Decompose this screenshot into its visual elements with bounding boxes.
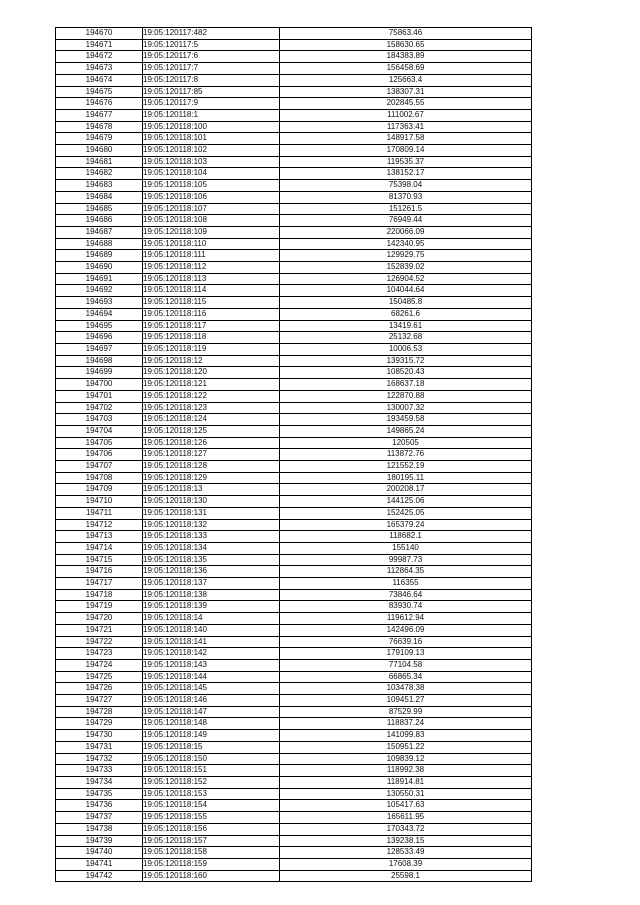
value-cell: 122870.88 [280, 390, 532, 402]
table-row [56, 671, 532, 683]
value-cell: 139238.15 [280, 835, 532, 847]
row-id-cell: 194682 [56, 168, 143, 180]
cadastral-number-cell: 19:05:120118:145 [143, 683, 280, 695]
table-row [56, 28, 532, 40]
table-row [56, 215, 532, 227]
row-id-cell: 194704 [56, 425, 143, 437]
cadastral-number-cell: 19:05:120118:149 [143, 730, 280, 742]
table-row [56, 683, 532, 695]
value-cell: 152839.02 [280, 262, 532, 274]
value-cell: 25598.1 [280, 870, 532, 882]
row-id-cell: 194694 [56, 308, 143, 320]
table-row [56, 332, 532, 344]
value-cell: 118992.38 [280, 765, 532, 777]
cadastral-number-cell: 19:05:120118:147 [143, 706, 280, 718]
table-row [56, 437, 532, 449]
row-id-cell: 194717 [56, 578, 143, 590]
value-cell: 139315.72 [280, 355, 532, 367]
cadastral-number-cell: 19:05:120118:133 [143, 531, 280, 543]
value-cell: 111002.67 [280, 109, 532, 121]
table-row [56, 601, 532, 613]
row-id-cell: 194673 [56, 63, 143, 75]
value-cell: 165611.95 [280, 812, 532, 824]
row-id-cell: 194710 [56, 496, 143, 508]
cadastral-number-cell: 19:05:120117:5 [143, 39, 280, 51]
cadastral-number-cell: 19:05:120118:144 [143, 671, 280, 683]
cadastral-number-cell: 19:05:120118:1 [143, 109, 280, 121]
row-id-cell: 194685 [56, 203, 143, 215]
row-id-cell: 194728 [56, 706, 143, 718]
row-id-cell: 194678 [56, 121, 143, 133]
row-id-cell: 194716 [56, 566, 143, 578]
table-row [56, 613, 532, 625]
table-row [56, 133, 532, 145]
value-cell: 117363.41 [280, 121, 532, 133]
cadastral-number-cell: 19:05:120118:107 [143, 203, 280, 215]
table-row [56, 390, 532, 402]
row-id-cell: 194696 [56, 332, 143, 344]
cadastral-number-cell: 19:05:120118:126 [143, 437, 280, 449]
row-id-cell: 194698 [56, 355, 143, 367]
value-cell: 220066.09 [280, 226, 532, 238]
cadastral-number-cell: 19:05:120118:113 [143, 273, 280, 285]
row-id-cell: 194721 [56, 624, 143, 636]
row-id-cell: 194738 [56, 823, 143, 835]
cadastral-number-cell: 19:05:120118:120 [143, 367, 280, 379]
cadastral-number-cell: 19:05:120118:128 [143, 461, 280, 473]
row-id-cell: 194730 [56, 730, 143, 742]
value-cell: 142496.09 [280, 624, 532, 636]
value-cell: 120505 [280, 437, 532, 449]
table-row [56, 870, 532, 882]
cadastral-number-cell: 19:05:120118:14 [143, 613, 280, 625]
table-row [56, 379, 532, 391]
row-id-cell: 194741 [56, 858, 143, 870]
cadastral-number-cell: 19:05:120117:7 [143, 63, 280, 75]
value-cell: 150485.8 [280, 297, 532, 309]
value-cell: 156458.69 [280, 63, 532, 75]
table-row [56, 180, 532, 192]
row-id-cell: 194706 [56, 449, 143, 461]
table-row [56, 250, 532, 262]
row-id-cell: 194720 [56, 613, 143, 625]
cadastral-number-cell: 19:05:120118:158 [143, 847, 280, 859]
value-cell: 103478.38 [280, 683, 532, 695]
table-row [56, 121, 532, 133]
table-row [56, 765, 532, 777]
value-cell: 138152.17 [280, 168, 532, 180]
cadastral-number-cell: 19:05:120118:105 [143, 180, 280, 192]
row-id-cell: 194736 [56, 800, 143, 812]
table-row [56, 449, 532, 461]
row-id-cell: 194714 [56, 542, 143, 554]
value-cell: 148917.58 [280, 133, 532, 145]
value-cell: 68261.6 [280, 308, 532, 320]
row-id-cell: 194709 [56, 484, 143, 496]
table-row [56, 63, 532, 75]
data-table [55, 27, 532, 882]
row-id-cell: 194670 [56, 28, 143, 40]
table-row [56, 484, 532, 496]
table-row [56, 367, 532, 379]
value-cell: 179109.13 [280, 648, 532, 660]
table-row [56, 402, 532, 414]
table-row [56, 812, 532, 824]
table-row [56, 308, 532, 320]
cadastral-number-cell: 19:05:120118:115 [143, 297, 280, 309]
value-cell: 118914.81 [280, 777, 532, 789]
row-id-cell: 194671 [56, 39, 143, 51]
cadastral-number-cell: 19:05:120117:85 [143, 86, 280, 98]
cadastral-number-cell: 19:05:120118:159 [143, 858, 280, 870]
row-id-cell: 194705 [56, 437, 143, 449]
row-id-cell: 194701 [56, 390, 143, 402]
row-id-cell: 194692 [56, 285, 143, 297]
table-row [56, 414, 532, 426]
table-row [56, 753, 532, 765]
row-id-cell: 194679 [56, 133, 143, 145]
row-id-cell: 194732 [56, 753, 143, 765]
table-row [56, 566, 532, 578]
row-id-cell: 194742 [56, 870, 143, 882]
cadastral-number-cell: 19:05:120118:136 [143, 566, 280, 578]
row-id-cell: 194731 [56, 741, 143, 753]
cadastral-number-cell: 19:05:120118:155 [143, 812, 280, 824]
table-row [56, 472, 532, 484]
value-cell: 142340.95 [280, 238, 532, 250]
value-cell: 158630.65 [280, 39, 532, 51]
cadastral-number-cell: 19:05:120118:141 [143, 636, 280, 648]
value-cell: 138307.31 [280, 86, 532, 98]
cadastral-number-cell: 19:05:120118:152 [143, 777, 280, 789]
value-cell: 118837.24 [280, 718, 532, 730]
value-cell: 76639.16 [280, 636, 532, 648]
table-row [56, 51, 532, 63]
row-id-cell: 194735 [56, 788, 143, 800]
cadastral-number-cell: 19:05:120118:157 [143, 835, 280, 847]
value-cell: 168637.18 [280, 379, 532, 391]
cadastral-number-cell: 19:05:120118:15 [143, 741, 280, 753]
cadastral-number-cell: 19:05:120117:9 [143, 98, 280, 110]
table-body [56, 28, 532, 882]
table-row [56, 531, 532, 543]
cadastral-number-cell: 19:05:120118:122 [143, 390, 280, 402]
table-row [56, 659, 532, 671]
value-cell: 73846.64 [280, 589, 532, 601]
row-id-cell: 194674 [56, 74, 143, 86]
cadastral-number-cell: 19:05:120118:101 [143, 133, 280, 145]
value-cell: 155140 [280, 542, 532, 554]
cadastral-number-cell: 19:05:120118:123 [143, 402, 280, 414]
table-row [56, 496, 532, 508]
cadastral-number-cell: 19:05:120118:142 [143, 648, 280, 660]
value-cell: 75863.46 [280, 28, 532, 40]
table-row [56, 461, 532, 473]
cadastral-number-cell: 19:05:120118:116 [143, 308, 280, 320]
cadastral-number-cell: 19:05:120118:111 [143, 250, 280, 262]
table-row [56, 519, 532, 531]
table-row [56, 425, 532, 437]
row-id-cell: 194675 [56, 86, 143, 98]
row-id-cell: 194691 [56, 273, 143, 285]
table-row [56, 706, 532, 718]
row-id-cell: 194733 [56, 765, 143, 777]
row-id-cell: 194693 [56, 297, 143, 309]
value-cell: 200208.17 [280, 484, 532, 496]
cadastral-number-cell: 19:05:120118:106 [143, 191, 280, 203]
cadastral-number-cell: 19:05:120118:121 [143, 379, 280, 391]
row-id-cell: 194687 [56, 226, 143, 238]
value-cell: 144125.06 [280, 496, 532, 508]
value-cell: 104044.64 [280, 285, 532, 297]
cadastral-number-cell: 19:05:120118:160 [143, 870, 280, 882]
cadastral-number-cell: 19:05:120118:131 [143, 507, 280, 519]
value-cell: 170809.14 [280, 145, 532, 157]
value-cell: 87529.99 [280, 706, 532, 718]
row-id-cell: 194684 [56, 191, 143, 203]
cadastral-number-cell: 19:05:120118:104 [143, 168, 280, 180]
table-row [56, 168, 532, 180]
cadastral-number-cell: 19:05:120118:143 [143, 659, 280, 671]
row-id-cell: 194683 [56, 180, 143, 192]
table-row [56, 800, 532, 812]
row-id-cell: 194677 [56, 109, 143, 121]
row-id-cell: 194740 [56, 847, 143, 859]
row-id-cell: 194697 [56, 343, 143, 355]
cadastral-number-cell: 19:05:120118:114 [143, 285, 280, 297]
value-cell: 109839.12 [280, 753, 532, 765]
value-cell: 76949.44 [280, 215, 532, 227]
value-cell: 17608.39 [280, 858, 532, 870]
row-id-cell: 194686 [56, 215, 143, 227]
value-cell: 180195.11 [280, 472, 532, 484]
value-cell: 130550.31 [280, 788, 532, 800]
table-row [56, 74, 532, 86]
row-id-cell: 194722 [56, 636, 143, 648]
cadastral-number-cell: 19:05:120117:482 [143, 28, 280, 40]
value-cell: 149865.24 [280, 425, 532, 437]
value-cell: 116355 [280, 578, 532, 590]
value-cell: 130007.32 [280, 402, 532, 414]
cadastral-number-cell: 19:05:120118:124 [143, 414, 280, 426]
value-cell: 25132.68 [280, 332, 532, 344]
cadastral-number-cell: 19:05:120118:154 [143, 800, 280, 812]
table-row [56, 835, 532, 847]
value-cell: 105417.63 [280, 800, 532, 812]
table-row [56, 262, 532, 274]
cadastral-number-cell: 19:05:120118:117 [143, 320, 280, 332]
cadastral-number-cell: 19:05:120118:134 [143, 542, 280, 554]
cadastral-number-cell: 19:05:120118:138 [143, 589, 280, 601]
value-cell: 66865.34 [280, 671, 532, 683]
value-cell: 113872.76 [280, 449, 532, 461]
row-id-cell: 194700 [56, 379, 143, 391]
value-cell: 83930.74 [280, 601, 532, 613]
table-row [56, 741, 532, 753]
table-row [56, 156, 532, 168]
value-cell: 121552.19 [280, 461, 532, 473]
table-row [56, 624, 532, 636]
row-id-cell: 194737 [56, 812, 143, 824]
cadastral-number-cell: 19:05:120118:102 [143, 145, 280, 157]
table-row [56, 507, 532, 519]
cadastral-number-cell: 19:05:120117:6 [143, 51, 280, 63]
value-cell: 170343.72 [280, 823, 532, 835]
value-cell: 165379.24 [280, 519, 532, 531]
cadastral-number-cell: 19:05:120118:140 [143, 624, 280, 636]
table-row [56, 320, 532, 332]
value-cell: 129929.75 [280, 250, 532, 262]
row-id-cell: 194672 [56, 51, 143, 63]
value-cell: 109451.27 [280, 695, 532, 707]
cadastral-number-cell: 19:05:120118:12 [143, 355, 280, 367]
value-cell: 118682.1 [280, 531, 532, 543]
row-id-cell: 194708 [56, 472, 143, 484]
value-cell: 150951.22 [280, 741, 532, 753]
cadastral-number-cell: 19:05:120118:129 [143, 472, 280, 484]
row-id-cell: 194715 [56, 554, 143, 566]
value-cell: 77104.58 [280, 659, 532, 671]
value-cell: 202845.55 [280, 98, 532, 110]
table-row [56, 554, 532, 566]
cadastral-number-cell: 19:05:120118:148 [143, 718, 280, 730]
cadastral-number-cell: 19:05:120118:127 [143, 449, 280, 461]
table-row [56, 730, 532, 742]
row-id-cell: 194690 [56, 262, 143, 274]
table-row [56, 636, 532, 648]
table-row [56, 238, 532, 250]
value-cell: 152425.05 [280, 507, 532, 519]
table-row [56, 191, 532, 203]
cadastral-number-cell: 19:05:120118:151 [143, 765, 280, 777]
value-cell: 193459.58 [280, 414, 532, 426]
table-row [56, 847, 532, 859]
cadastral-number-cell: 19:05:120118:146 [143, 695, 280, 707]
cadastral-number-cell: 19:05:120118:109 [143, 226, 280, 238]
table-row [56, 695, 532, 707]
cadastral-number-cell: 19:05:120118:125 [143, 425, 280, 437]
table-row [56, 39, 532, 51]
row-id-cell: 194681 [56, 156, 143, 168]
cadastral-number-cell: 19:05:120118:130 [143, 496, 280, 508]
row-id-cell: 194695 [56, 320, 143, 332]
cadastral-number-cell: 19:05:120118:110 [143, 238, 280, 250]
value-cell: 151261.5 [280, 203, 532, 215]
row-id-cell: 194702 [56, 402, 143, 414]
table-row [56, 343, 532, 355]
cadastral-number-cell: 19:05:120118:132 [143, 519, 280, 531]
row-id-cell: 194723 [56, 648, 143, 660]
table-row [56, 226, 532, 238]
cadastral-number-cell: 19:05:120118:156 [143, 823, 280, 835]
table-row [56, 648, 532, 660]
table-row [56, 542, 532, 554]
value-cell: 81370.93 [280, 191, 532, 203]
cadastral-number-cell: 19:05:120117:8 [143, 74, 280, 86]
cadastral-number-cell: 19:05:120118:137 [143, 578, 280, 590]
row-id-cell: 194719 [56, 601, 143, 613]
table-row [56, 858, 532, 870]
value-cell: 108520.43 [280, 367, 532, 379]
row-id-cell: 194739 [56, 835, 143, 847]
row-id-cell: 194724 [56, 659, 143, 671]
value-cell: 184383.89 [280, 51, 532, 63]
value-cell: 119535.37 [280, 156, 532, 168]
value-cell: 126904.52 [280, 273, 532, 285]
row-id-cell: 194707 [56, 461, 143, 473]
row-id-cell: 194711 [56, 507, 143, 519]
row-id-cell: 194699 [56, 367, 143, 379]
table-row [56, 203, 532, 215]
row-id-cell: 194703 [56, 414, 143, 426]
value-cell: 99987.73 [280, 554, 532, 566]
value-cell: 141099.83 [280, 730, 532, 742]
table-row [56, 145, 532, 157]
table-row [56, 285, 532, 297]
cadastral-number-cell: 19:05:120118:135 [143, 554, 280, 566]
row-id-cell: 194734 [56, 777, 143, 789]
cadastral-number-cell: 19:05:120118:13 [143, 484, 280, 496]
table-row [56, 777, 532, 789]
table-row [56, 578, 532, 590]
table-row [56, 788, 532, 800]
cadastral-number-cell: 19:05:120118:100 [143, 121, 280, 133]
cadastral-number-cell: 19:05:120118:150 [143, 753, 280, 765]
table-row [56, 273, 532, 285]
table-row [56, 718, 532, 730]
cadastral-number-cell: 19:05:120118:108 [143, 215, 280, 227]
row-id-cell: 194680 [56, 145, 143, 157]
row-id-cell: 194718 [56, 589, 143, 601]
row-id-cell: 194725 [56, 671, 143, 683]
table-row [56, 589, 532, 601]
value-cell: 13419.61 [280, 320, 532, 332]
value-cell: 128533.49 [280, 847, 532, 859]
cadastral-number-cell: 19:05:120118:153 [143, 788, 280, 800]
value-cell: 75398.04 [280, 180, 532, 192]
row-id-cell: 194726 [56, 683, 143, 695]
value-cell: 119612.94 [280, 613, 532, 625]
table-row [56, 355, 532, 367]
table-row [56, 86, 532, 98]
value-cell: 125663.4 [280, 74, 532, 86]
table-row [56, 98, 532, 110]
cadastral-number-cell: 19:05:120118:112 [143, 262, 280, 274]
row-id-cell: 194712 [56, 519, 143, 531]
table-row [56, 109, 532, 121]
cadastral-number-cell: 19:05:120118:118 [143, 332, 280, 344]
table-row [56, 297, 532, 309]
cadastral-number-cell: 19:05:120118:139 [143, 601, 280, 613]
value-cell: 112864.35 [280, 566, 532, 578]
cadastral-number-cell: 19:05:120118:103 [143, 156, 280, 168]
value-cell: 10006.53 [280, 343, 532, 355]
table-row [56, 823, 532, 835]
row-id-cell: 194713 [56, 531, 143, 543]
row-id-cell: 194729 [56, 718, 143, 730]
row-id-cell: 194688 [56, 238, 143, 250]
cadastral-number-cell: 19:05:120118:119 [143, 343, 280, 355]
row-id-cell: 194689 [56, 250, 143, 262]
row-id-cell: 194727 [56, 695, 143, 707]
row-id-cell: 194676 [56, 98, 143, 110]
